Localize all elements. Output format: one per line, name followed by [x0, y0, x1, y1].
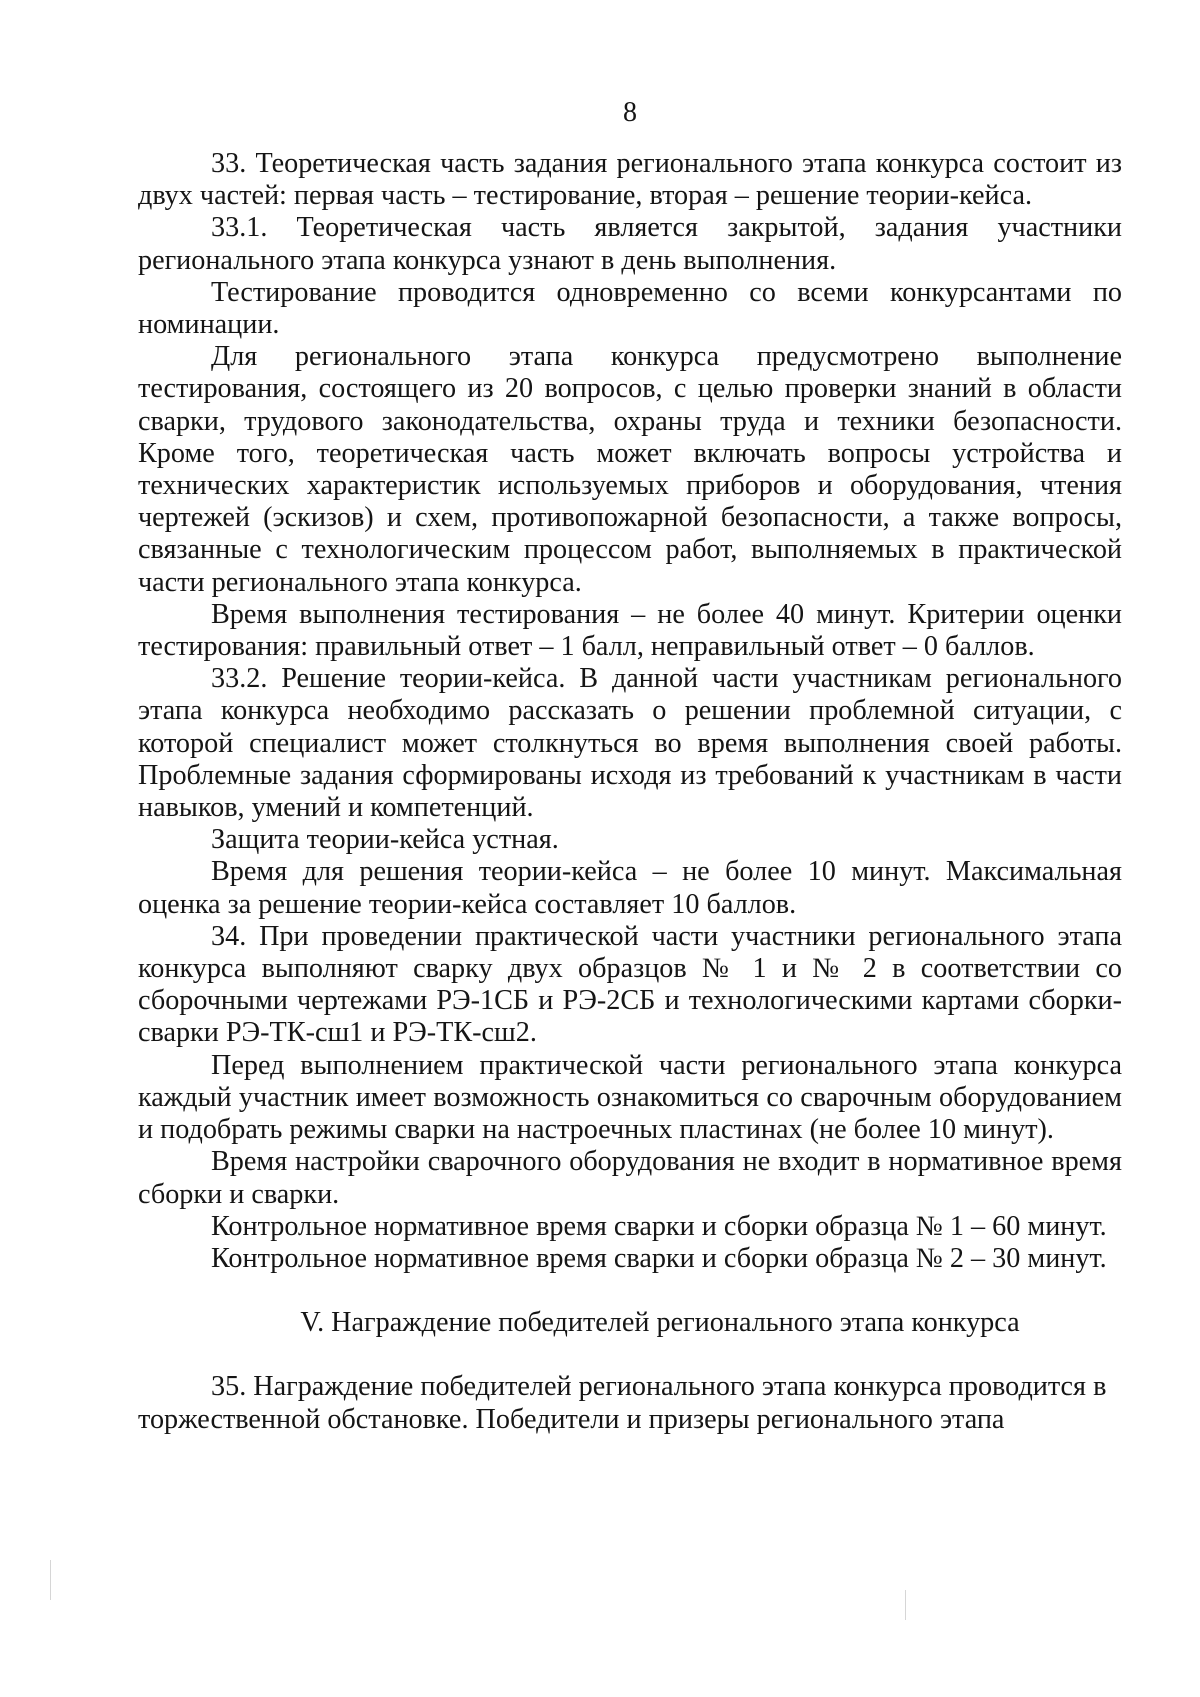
paragraph-sample-1-time: Контрольное нормативное время сварки и сборки образца № 1 – 60 минут.: [211, 1210, 1107, 1242]
paragraph-sample-2-time: Контрольное нормативное время сварки и сборки образца № 2 – 30 минут.: [211, 1242, 1107, 1274]
paragraph-testing-time: Время выполнения тестирования – не более 40 минут. Критерии оценки тестирования: правильный ответ – 1 балл, неправильный ответ – 0 баллов.: [138, 598, 1122, 663]
scan-artifact-line: [905, 1590, 906, 1620]
scan-artifact-line: [50, 1560, 51, 1600]
paragraph-equipment-familiarization: Перед выполнением практической части регионального этапа конкурса каждый участник имеет возможность ознакомиться со сварочным оборудованием и подобрать режимы сварки на настроечных пластинах (не более 10 минут).: [138, 1049, 1122, 1146]
paragraph-testing-scope: Для регионального этапа конкурса предусмотрено выполнение тестирования, состоящего из 20 вопросов, с целью проверки знаний в области сварки, трудового законодательства, охраны труда и техники безопасности. Кроме того, теоретическая часть может включать вопросы устройства и технических характеристик используемых приборов и оборудования, чтения чертежей (эскизов) и схем, противопожарной безопасности, а также вопросы, связанные с технологическим процессом работ, выполняемых в практической части регионального этапа конкурса.: [138, 341, 1122, 598]
page-number: 8: [623, 97, 637, 128]
paragraph-34: 34. При проведении практической части участники регионального этапа конкурса выполняют сварку двух образцов № 1 и № 2 в соответствии со сборочными чертежами РЭ-1СБ и РЭ-2СБ и технологическими картами сборки-сварки РЭ-ТК-сш1 и РЭ-ТК-сш2.: [138, 920, 1122, 1049]
paragraph-33: 33. Теоретическая часть задания регионального этапа конкурса состоит из двух частей: первая часть – тестирование, вторая – решение теории-кейса.: [138, 148, 1122, 212]
section-heading: V. Награждение победителей регионального этапа конкурса: [300, 1307, 1020, 1339]
paragraph-setup-time: Время настройки сварочного оборудования не входит в нормативное время сборки и сварки.: [138, 1146, 1122, 1210]
paragraph-case-time: Время для решения теории-кейса – не более 10 минут. Максимальная оценка за решение теории-кейса составляет 10 баллов.: [138, 856, 1122, 920]
paragraph-33-2: 33.2. Решение теории-кейса. В данной части участникам регионального этапа конкурса необходимо рассказать о решении проблемной ситуации, с которой специалист может столкнуться во время выполнения своей работы. Проблемные задания сформированы исходя из требований к участникам в части навыков, умений и компетенций.: [138, 663, 1122, 824]
paragraph-33-1: 33.1. Теоретическая часть является закрытой, задания участники регионального этапа конкурса узнают в день выполнения.: [138, 212, 1122, 276]
paragraph-35: 35. Награждение победителей регионального этапа конкурса проводится в торжественной обстановке. Победители и призеры регионального этапа: [138, 1371, 1107, 1435]
paragraph-case-defense: Защита теории-кейса устная.: [211, 824, 559, 856]
document-body: [138, 148, 1122, 1436]
paragraph-testing: Тестирование проводится одновременно со всеми конкурсантами по номинации.: [138, 276, 1122, 341]
